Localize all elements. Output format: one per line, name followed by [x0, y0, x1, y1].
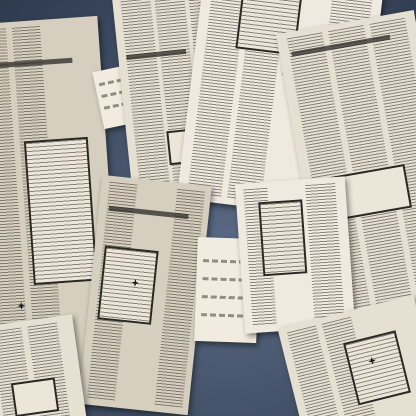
ad-box-center [97, 246, 158, 325]
ad-box-mid-right [258, 199, 307, 276]
newspaper-page-mid-right [235, 176, 355, 333]
newspaper-page-bottom-left [0, 314, 87, 416]
ad-box [24, 137, 98, 285]
